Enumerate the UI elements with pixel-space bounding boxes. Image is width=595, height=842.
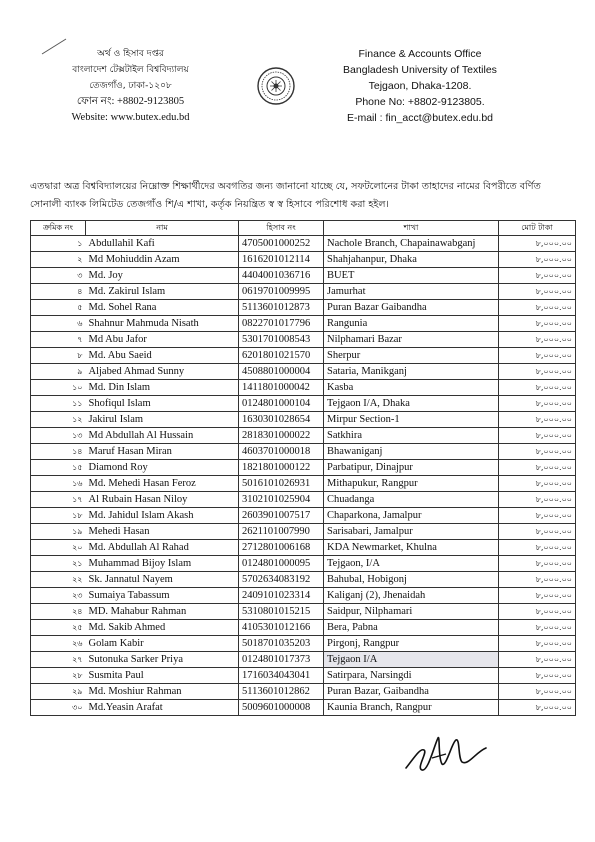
- account-cell: 5016101026931: [239, 476, 324, 492]
- serial-cell: ২২: [31, 572, 86, 588]
- serial-cell: ১৫: [31, 460, 86, 476]
- amount-cell: ৮,০০০.০০: [499, 652, 576, 668]
- branch-cell: Jamurhat: [324, 284, 499, 300]
- amount-cell: ৮,০০০.০০: [499, 316, 576, 332]
- branch-cell: Tejgaon I/A: [324, 652, 499, 668]
- serial-cell: ১৩: [31, 428, 86, 444]
- table-row: [31, 540, 576, 556]
- serial-cell: ১৭: [31, 492, 86, 508]
- serial-cell: ২৩: [31, 588, 86, 604]
- university-seal-icon: [256, 66, 296, 106]
- branch-cell: Satirpara, Narsingdi: [324, 668, 499, 684]
- table-row: [31, 684, 576, 700]
- amount-cell: ৮,০০০.০০: [499, 636, 576, 652]
- branch-cell: Bera, Pabna: [324, 620, 499, 636]
- amount-cell: ৮,০০০.০০: [499, 332, 576, 348]
- amount-cell: ৮,০০০.০০: [499, 444, 576, 460]
- account-cell: 0124801000104: [239, 396, 324, 412]
- amount-cell: ৮,০০০.০০: [499, 284, 576, 300]
- name-cell: Md. Joy: [86, 268, 239, 284]
- table-row: [31, 364, 576, 380]
- table-row: [31, 444, 576, 460]
- name-cell: Sumaiya Tabassum: [86, 588, 239, 604]
- account-cell: 2712801006168: [239, 540, 324, 556]
- university-name: Bangladesh University of Textiles: [343, 64, 497, 76]
- address: Tejgaon, Dhaka-1208.: [368, 80, 472, 92]
- university-name-bn: বাংলাদেশ টেক্সটাইল বিশ্ববিদ্যালয়: [72, 65, 189, 75]
- branch-cell: Puran Bazar, Gaibandha: [324, 684, 499, 700]
- payment-table: [30, 220, 576, 716]
- branch-cell: Rangunia: [324, 316, 499, 332]
- table-row: [31, 252, 576, 268]
- amount-cell: ৮,০০০.০০: [499, 700, 576, 716]
- phone: Phone No: +8802-9123805.: [355, 96, 485, 108]
- name-cell: Jakirul Islam: [86, 412, 239, 428]
- table-row: [31, 604, 576, 620]
- table-body: [31, 236, 576, 716]
- name-cell: Md. Moshiur Rahman: [86, 684, 239, 700]
- phone-bn: ফোন নং: +8802-9123805: [76, 96, 185, 107]
- account-cell: 3102101025904: [239, 492, 324, 508]
- branch-cell: Chaparkona, Jamalpur: [324, 508, 499, 524]
- name-cell: Md. Abu Saeid: [86, 348, 239, 364]
- serial-cell: ৪: [31, 284, 86, 300]
- table-row: [31, 332, 576, 348]
- serial-cell: ১১: [31, 396, 86, 412]
- branch-cell: Mithapukur, Rangpur: [324, 476, 499, 492]
- signature-icon: [402, 728, 492, 778]
- name-cell: Al Rubain Hasan Niloy: [86, 492, 239, 508]
- name-cell: Sk. Jannatul Nayem: [86, 572, 239, 588]
- account-cell: 2621101007990: [239, 524, 324, 540]
- branch-cell: Puran Bazar Gaibandha: [324, 300, 499, 316]
- header-branch: শাখা: [324, 221, 499, 236]
- account-cell: 2818301000022: [239, 428, 324, 444]
- branch-cell: Kasba: [324, 380, 499, 396]
- amount-cell: ৮,০০০.০০: [499, 380, 576, 396]
- name-cell: Md Abu Jafor: [86, 332, 239, 348]
- branch-cell: Sataria, Manikganj: [324, 364, 499, 380]
- name-cell: Maruf Hasan Miran: [86, 444, 239, 460]
- serial-cell: ৩: [31, 268, 86, 284]
- account-cell: 5113601012873: [239, 300, 324, 316]
- table-row: [31, 476, 576, 492]
- name-cell: Mehedi Hasan: [86, 524, 239, 540]
- amount-cell: ৮,০০০.০০: [499, 348, 576, 364]
- account-cell: 4603701000018: [239, 444, 324, 460]
- branch-cell: Kaunia Branch, Rangpur: [324, 700, 499, 716]
- name-cell: Md. Sakib Ahmed: [86, 620, 239, 636]
- account-cell: 0619701009995: [239, 284, 324, 300]
- account-cell: 1411801000042: [239, 380, 324, 396]
- branch-cell: Saidpur, Nilphamari: [324, 604, 499, 620]
- account-cell: 2409101023314: [239, 588, 324, 604]
- table-row: [31, 588, 576, 604]
- name-cell: Md. Abdullah Al Rahad: [86, 540, 239, 556]
- table-row: [31, 348, 576, 364]
- table-row: [31, 300, 576, 316]
- table-row: [31, 396, 576, 412]
- amount-cell: ৮,০০০.০০: [499, 236, 576, 252]
- account-cell: 5301701008543: [239, 332, 324, 348]
- office-name: Finance & Accounts Office: [358, 48, 482, 60]
- notice-text: এতদ্বারা অত্র বিশ্ববিদ্যালয়ের নিম্নোক্ত শিক্ষার্থীদের অবগতির জন্য জানানো যাচ্ছে যে, সফটলোনের টাকা তাহাদের নামের বিপরীতে বর্ণিত সোনালী ব্যাংক লিমিটেড তেজগাঁও শি/এ শাখা, কর্তৃক নিয়ন্ত্রিত স্ব স্ব হিসাবে পরিশোধ করা হইল।: [30, 181, 541, 210]
- table-row: [31, 652, 576, 668]
- name-cell: Md.Yeasin Arafat: [86, 700, 239, 716]
- name-cell: Md. Jahidul Islam Akash: [86, 508, 239, 524]
- email: E-mail : fin_acct@butex.edu.bd: [346, 112, 494, 124]
- amount-cell: ৮,০০০.০০: [499, 252, 576, 268]
- account-cell: 1821801000122: [239, 460, 324, 476]
- header-account: হিসাব নং: [239, 221, 324, 236]
- serial-cell: ১: [31, 236, 86, 252]
- serial-cell: ২৭: [31, 652, 86, 668]
- branch-cell: Sarisabari, Jamalpur: [324, 524, 499, 540]
- serial-cell: ৮: [31, 348, 86, 364]
- account-cell: 1630301028654: [239, 412, 324, 428]
- table-row: [31, 572, 576, 588]
- amount-cell: ৮,০০০.০০: [499, 412, 576, 428]
- serial-cell: ১০: [31, 380, 86, 396]
- name-cell: Sutonuka Sarker Priya: [86, 652, 239, 668]
- name-cell: Muhammad Bijoy Islam: [86, 556, 239, 572]
- amount-cell: ৮,০০০.০০: [499, 300, 576, 316]
- serial-cell: ২০: [31, 540, 86, 556]
- branch-cell: Bahubal, Hobigonj: [324, 572, 499, 588]
- name-cell: MD. Mahabur Rahman: [86, 604, 239, 620]
- website: Website: www.butex.edu.bd: [71, 112, 190, 123]
- serial-cell: ১৮: [31, 508, 86, 524]
- account-cell: 0124801000095: [239, 556, 324, 572]
- serial-cell: ২৫: [31, 620, 86, 636]
- name-cell: Md. Sohel Rana: [86, 300, 239, 316]
- serial-cell: ২৮: [31, 668, 86, 684]
- header-serial: ক্রমিক নং: [31, 221, 86, 236]
- amount-cell: ৮,০০০.০০: [499, 556, 576, 572]
- serial-cell: ১৯: [31, 524, 86, 540]
- branch-cell: BUET: [324, 268, 499, 284]
- table-row: [31, 428, 576, 444]
- account-cell: 0822701017796: [239, 316, 324, 332]
- account-cell: 5113601012862: [239, 684, 324, 700]
- serial-cell: ২৬: [31, 636, 86, 652]
- table-row: [31, 412, 576, 428]
- name-cell: Susmita Paul: [86, 668, 239, 684]
- name-cell: Md. Mehedi Hasan Feroz: [86, 476, 239, 492]
- account-cell: 4105301012166: [239, 620, 324, 636]
- table-row: [31, 380, 576, 396]
- office-name-bn: অর্থ ও হিসাব দপ্তর: [97, 49, 164, 59]
- header-name: নাম: [86, 221, 239, 236]
- serial-cell: ১২: [31, 412, 86, 428]
- table-row: [31, 620, 576, 636]
- serial-cell: ৯: [31, 364, 86, 380]
- branch-cell: Nilphamari Bazar: [324, 332, 499, 348]
- serial-cell: ২১: [31, 556, 86, 572]
- amount-cell: ৮,০০০.০০: [499, 476, 576, 492]
- branch-cell: Bhawaniganj: [324, 444, 499, 460]
- account-cell: 4705001000252: [239, 236, 324, 252]
- serial-cell: ২: [31, 252, 86, 268]
- table-row: [31, 492, 576, 508]
- amount-cell: ৮,০০০.০০: [499, 268, 576, 284]
- branch-cell: Nachole Branch, Chapainawabganj: [324, 236, 499, 252]
- serial-cell: ৬: [31, 316, 86, 332]
- branch-cell: Chuadanga: [324, 492, 499, 508]
- table-row: [31, 316, 576, 332]
- table-row: [31, 668, 576, 684]
- name-cell: Md Abdullah Al Hussain: [86, 428, 239, 444]
- amount-cell: ৮,০০০.০০: [499, 668, 576, 684]
- header-amount: মোট টাকা: [499, 221, 576, 236]
- table-row: [31, 508, 576, 524]
- name-cell: Shofiqul Islam: [86, 396, 239, 412]
- branch-cell: Mirpur Section-1: [324, 412, 499, 428]
- branch-cell: Shahjahanpur, Dhaka: [324, 252, 499, 268]
- amount-cell: ৮,০০০.০০: [499, 492, 576, 508]
- table-row: [31, 700, 576, 716]
- amount-cell: ৮,০০০.০০: [499, 684, 576, 700]
- serial-cell: ১৬: [31, 476, 86, 492]
- branch-cell: Tejgaon I/A, Dhaka: [324, 396, 499, 412]
- amount-cell: ৮,০০০.০০: [499, 572, 576, 588]
- table-row: [31, 268, 576, 284]
- serial-cell: ২৯: [31, 684, 86, 700]
- name-cell: Abdullahil Kafi: [86, 236, 239, 252]
- amount-cell: ৮,০০০.০০: [499, 460, 576, 476]
- account-cell: 5009601000008: [239, 700, 324, 716]
- serial-cell: ৩০: [31, 700, 86, 716]
- account-cell: 1616201012114: [239, 252, 324, 268]
- amount-cell: ৮,০০০.০০: [499, 508, 576, 524]
- account-cell: 1716034043041: [239, 668, 324, 684]
- account-cell: 5310801015215: [239, 604, 324, 620]
- header-right: [330, 46, 510, 126]
- branch-cell: Kaliganj (2), Jhenaidah: [324, 588, 499, 604]
- branch-cell: Parbatipur, Dinajpur: [324, 460, 499, 476]
- amount-cell: ৮,০০০.০০: [499, 428, 576, 444]
- account-cell: 5018701035203: [239, 636, 324, 652]
- table-row: [31, 636, 576, 652]
- amount-cell: ৮,০০০.০০: [499, 540, 576, 556]
- amount-cell: ৮,০০০.০০: [499, 364, 576, 380]
- account-cell: 5702634083192: [239, 572, 324, 588]
- serial-cell: ২৪: [31, 604, 86, 620]
- branch-cell: Tejgaon, I/A: [324, 556, 499, 572]
- account-cell: 4404001036716: [239, 268, 324, 284]
- account-cell: 2603901007517: [239, 508, 324, 524]
- header-left: [28, 46, 233, 126]
- table-header-row: [31, 221, 576, 236]
- amount-cell: ৮,০০০.০০: [499, 396, 576, 412]
- name-cell: Md. Zakirul Islam: [86, 284, 239, 300]
- account-cell: 0124801017373: [239, 652, 324, 668]
- amount-cell: ৮,০০০.০০: [499, 604, 576, 620]
- amount-cell: ৮,০০০.০০: [499, 588, 576, 604]
- serial-cell: ৭: [31, 332, 86, 348]
- serial-cell: ৫: [31, 300, 86, 316]
- address-bn: তেজগাঁও, ঢাকা-১২০৮: [89, 81, 172, 91]
- table-row: [31, 236, 576, 252]
- account-cell: 6201801021570: [239, 348, 324, 364]
- account-cell: 4508801000004: [239, 364, 324, 380]
- serial-cell: ১৪: [31, 444, 86, 460]
- name-cell: Diamond Roy: [86, 460, 239, 476]
- name-cell: Shahnur Mahmuda Nisath: [86, 316, 239, 332]
- table-row: [31, 556, 576, 572]
- table-row: [31, 524, 576, 540]
- name-cell: Aljabed Ahmad Sunny: [86, 364, 239, 380]
- branch-cell: Sherpur: [324, 348, 499, 364]
- branch-cell: Pirgonj, Rangpur: [324, 636, 499, 652]
- table-row: [31, 284, 576, 300]
- amount-cell: ৮,০০০.০০: [499, 524, 576, 540]
- branch-cell: Satkhira: [324, 428, 499, 444]
- amount-cell: ৮,০০০.০০: [499, 620, 576, 636]
- branch-cell: KDA Newmarket, Khulna: [324, 540, 499, 556]
- name-cell: Golam Kabir: [86, 636, 239, 652]
- name-cell: Md Mohiuddin Azam: [86, 252, 239, 268]
- name-cell: Md. Din Islam: [86, 380, 239, 396]
- table-row: [31, 460, 576, 476]
